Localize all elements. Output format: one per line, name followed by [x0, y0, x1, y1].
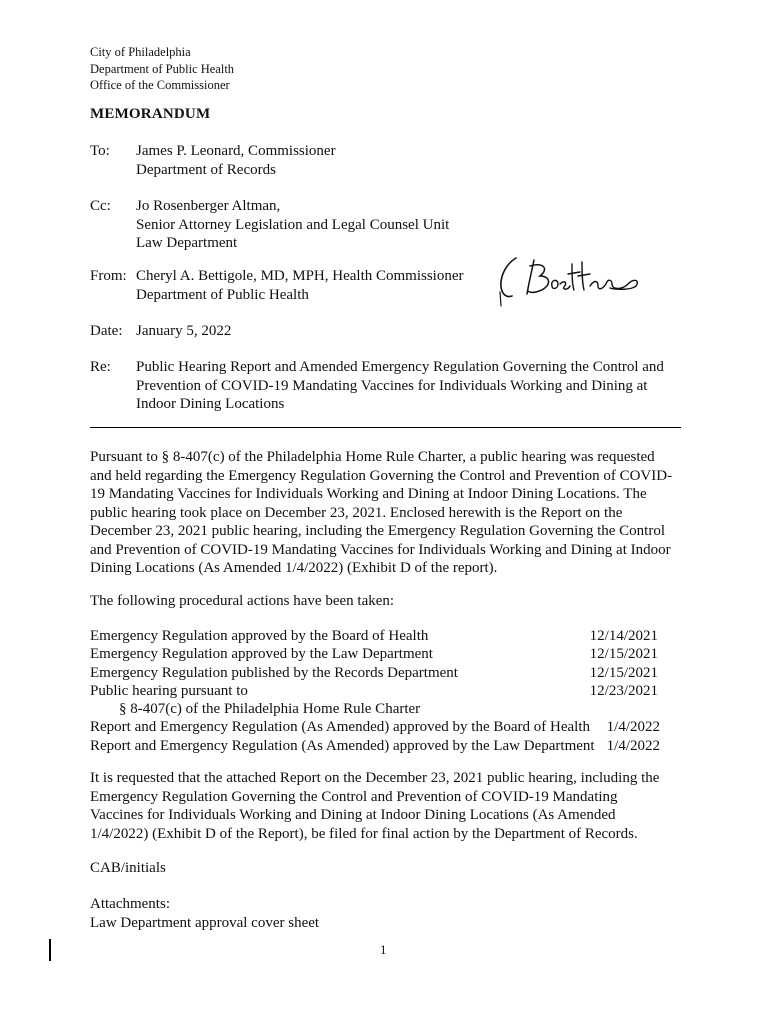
action-text: Report and Emergency Regulation (As Amended) approved by the Board of Health [90, 719, 591, 736]
date-label: Date: [90, 323, 123, 339]
action-row [90, 664, 670, 682]
paragraph-line: and held regarding the Emergency Regulation Governing the Control and Prevention of COVID- [90, 467, 673, 484]
letterhead-city: City of Philadelphia [90, 45, 191, 59]
page-number: 1 [380, 942, 387, 957]
re-label: Re: [90, 359, 111, 375]
paragraph-line: December 23, 2021 public hearing, including the Emergency Regulation Governing the Control [90, 523, 665, 539]
divider-line [90, 427, 681, 428]
cc-department: Law Department [136, 235, 238, 251]
attachment-item: Law Department approval cover sheet [90, 914, 320, 931]
action-text: Emergency Regulation published by the Records Department [90, 664, 458, 681]
action-date: 1/4/2022 [606, 719, 660, 736]
action-date: 12/23/2021 [589, 682, 658, 699]
action-row [90, 645, 670, 663]
action-text: Public hearing pursuant to [90, 682, 248, 699]
paragraph-line: and Prevention of COVID-19 Mandating Vaccines for Individuals Working and Dining at Indoor [90, 541, 671, 558]
re-subject-line-3: Indoor Dining Locations [136, 396, 285, 412]
action-row [90, 627, 670, 645]
re-subject-line-1: Public Hearing Report and Amended Emergency Regulation Governing the Control and [136, 359, 664, 375]
re-subject-line-2: Prevention of COVID-19 Mandating Vaccines for Individuals Working and Dining at [136, 377, 648, 394]
paragraph-line: 1/4/2022) (Exhibit D of the Report), be filed for final action by the Department of Records. [90, 825, 638, 842]
intro-paragraph [90, 448, 690, 578]
handwritten-signature [494, 254, 644, 310]
action-date: 12/15/2021 [589, 646, 658, 663]
to-department: Department of Records [136, 161, 276, 178]
action-date: 1/4/2022 [606, 737, 660, 754]
initials: CAB/initials [90, 860, 166, 876]
action-text: Report and Emergency Regulation (As Amended) approved by the Law Department [90, 737, 595, 754]
from-label: From: [90, 268, 127, 284]
action-row [90, 737, 670, 755]
date-value: January 5, 2022 [136, 323, 232, 339]
paragraph-line: Emergency Regulation Governing the Control and Prevention of COVID-19 Mandating [90, 788, 618, 805]
letterhead-office: Office of the Commissioner [90, 78, 230, 92]
action-row-continuation [90, 700, 670, 718]
action-text: Emergency Regulation approved by the Law Department [90, 646, 433, 663]
attachments [90, 895, 690, 932]
actions-intro: The following procedural actions have been taken: [90, 593, 395, 609]
attachments-label: Attachments: [90, 896, 170, 912]
procedural-actions-list [90, 627, 670, 755]
action-date: 12/14/2021 [589, 628, 658, 644]
action-row [90, 682, 670, 700]
letterhead-department: Department of Public Health [90, 61, 235, 76]
paragraph-line: Pursuant to § 8-407(c) of the Philadelphia Home Rule Charter, a public hearing was requested [90, 449, 655, 465]
from-name: Cheryl A. Bettigole, MD, MPH, Health Commissioner [136, 268, 464, 284]
from-department: Department of Public Health [136, 286, 309, 303]
paragraph-line: public hearing took place on December 23, 2021. Enclosed herewith is the Report on the [90, 504, 623, 521]
to-label: To: [90, 143, 110, 159]
cc-title: Senior Attorney Legislation and Legal Counsel Unit [136, 216, 450, 233]
request-paragraph [90, 769, 690, 843]
cc-name: Jo Rosenberger Altman, [136, 198, 281, 214]
to-name: James P. Leonard, Commissioner [136, 143, 336, 159]
action-date: 12/15/2021 [589, 664, 658, 681]
letterhead [90, 44, 234, 94]
action-text: § 8-407(c) of the Philadelphia Home Rule Charter [119, 701, 421, 718]
memo-title: MEMORANDUM [90, 106, 211, 122]
action-text: Emergency Regulation approved by the Board of Health [90, 628, 429, 644]
paragraph-line: 19 Mandating Vaccines for Individuals Working and Dining at Indoor Dining Locations. The [90, 486, 647, 502]
action-row [90, 718, 670, 736]
paragraph-line: Dining Locations (As Amended 1/4/2022) (Exhibit D of the report). [90, 560, 498, 576]
paragraph-line: Vaccines for Individuals Working and Dining at Indoor Dining Locations (As Amended [90, 807, 616, 823]
cc-label: Cc: [90, 198, 111, 214]
paragraph-line: It is requested that the attached Report on the December 23, 2021 public hearing, including the [90, 770, 660, 786]
margin-change-bar [49, 939, 51, 961]
